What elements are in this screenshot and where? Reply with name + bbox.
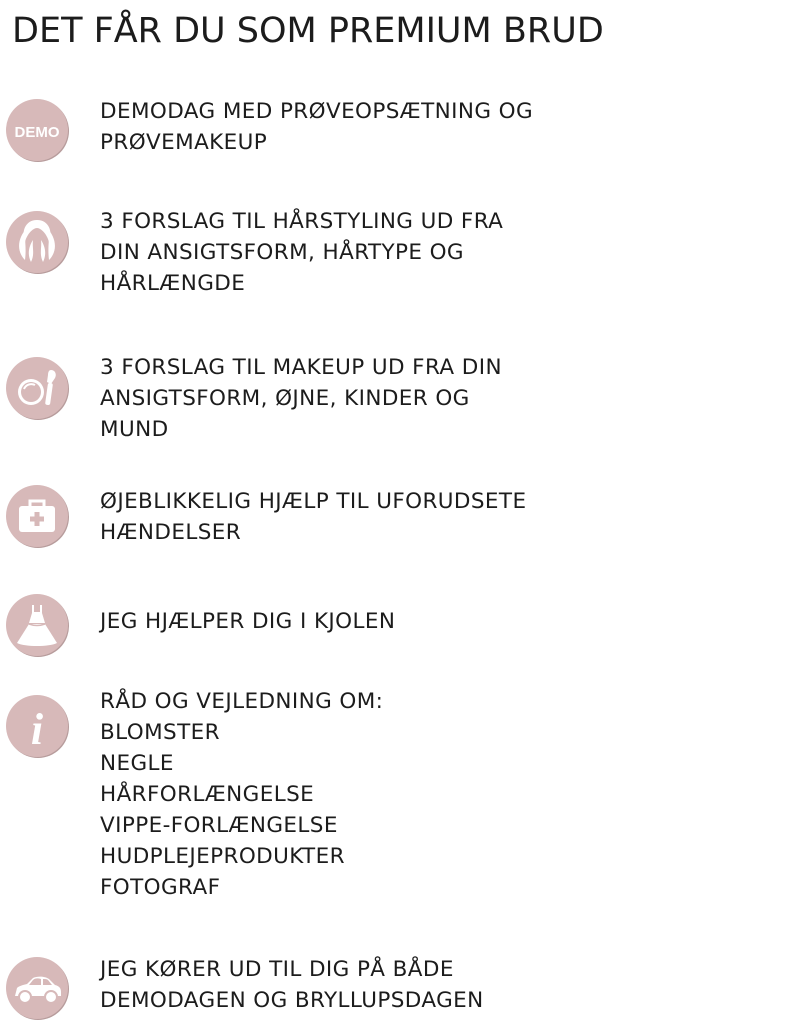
benefit-text-line: ØJEBLIKKELIG HJÆLP TIL UFORUDSETE bbox=[100, 489, 527, 514]
info-icon-letter: i bbox=[30, 705, 44, 754]
makeup-icon bbox=[5, 356, 69, 420]
benefit-text-line: HÆNDELSER bbox=[100, 520, 242, 545]
benefit-text bbox=[100, 96, 780, 158]
benefit-text bbox=[100, 352, 780, 445]
benefit-text-line: DIN ANSIGTSFORM, HÅRTYPE OG bbox=[100, 240, 464, 265]
benefit-text bbox=[100, 486, 780, 548]
benefit-text-line: HÅRFORLÆNGELSE bbox=[100, 782, 315, 807]
demo-icon bbox=[5, 98, 69, 162]
first-aid-kit-icon bbox=[5, 484, 69, 548]
benefit-text-line: 3 FORSLAG TIL MAKEUP UD FRA DIN bbox=[100, 355, 502, 380]
benefit-text-line: VIPPE-FORLÆNGELSE bbox=[100, 813, 338, 838]
benefit-text-line: MUND bbox=[100, 417, 169, 442]
benefit-text-line: HUDPLEJEPRODUKTER bbox=[100, 844, 345, 869]
benefit-text bbox=[100, 206, 780, 299]
benefit-text-line: JEG HJÆLPER DIG I KJOLEN bbox=[100, 609, 396, 634]
benefit-text-line: FOTOGRAF bbox=[100, 875, 221, 900]
wedding-dress-icon bbox=[5, 593, 69, 657]
page-title: DET FÅR DU SOM PREMIUM BRUD bbox=[12, 11, 604, 51]
benefit-text-line: DEMODAG MED PRØVEOPSÆTNING OG bbox=[100, 99, 534, 124]
benefit-text-line: 3 FORSLAG TIL HÅRSTYLING UD FRA bbox=[100, 209, 504, 234]
info-icon bbox=[5, 694, 69, 758]
hair-icon bbox=[5, 210, 69, 274]
benefit-text bbox=[100, 686, 780, 903]
benefit-text-line: DEMODAGEN OG BRYLLUPSDAGEN bbox=[100, 988, 484, 1013]
demo-icon-label: DEMO bbox=[14, 124, 60, 141]
benefit-text-line: HÅRLÆNGDE bbox=[100, 271, 246, 296]
benefit-text-line: RÅD OG VEJLEDNING OM: bbox=[100, 689, 384, 714]
car-icon bbox=[5, 956, 69, 1020]
benefit-text bbox=[100, 606, 780, 637]
benefit-text-line: BLOMSTER bbox=[100, 720, 220, 745]
benefit-text-line: ANSIGTSFORM, ØJNE, KINDER OG bbox=[100, 386, 470, 411]
benefit-text-line: JEG KØRER UD TIL DIG PÅ BÅDE bbox=[100, 957, 454, 982]
benefit-text bbox=[100, 954, 780, 1016]
benefit-text-line: NEGLE bbox=[100, 751, 174, 776]
benefit-text-line: PRØVEMAKEUP bbox=[100, 130, 268, 155]
